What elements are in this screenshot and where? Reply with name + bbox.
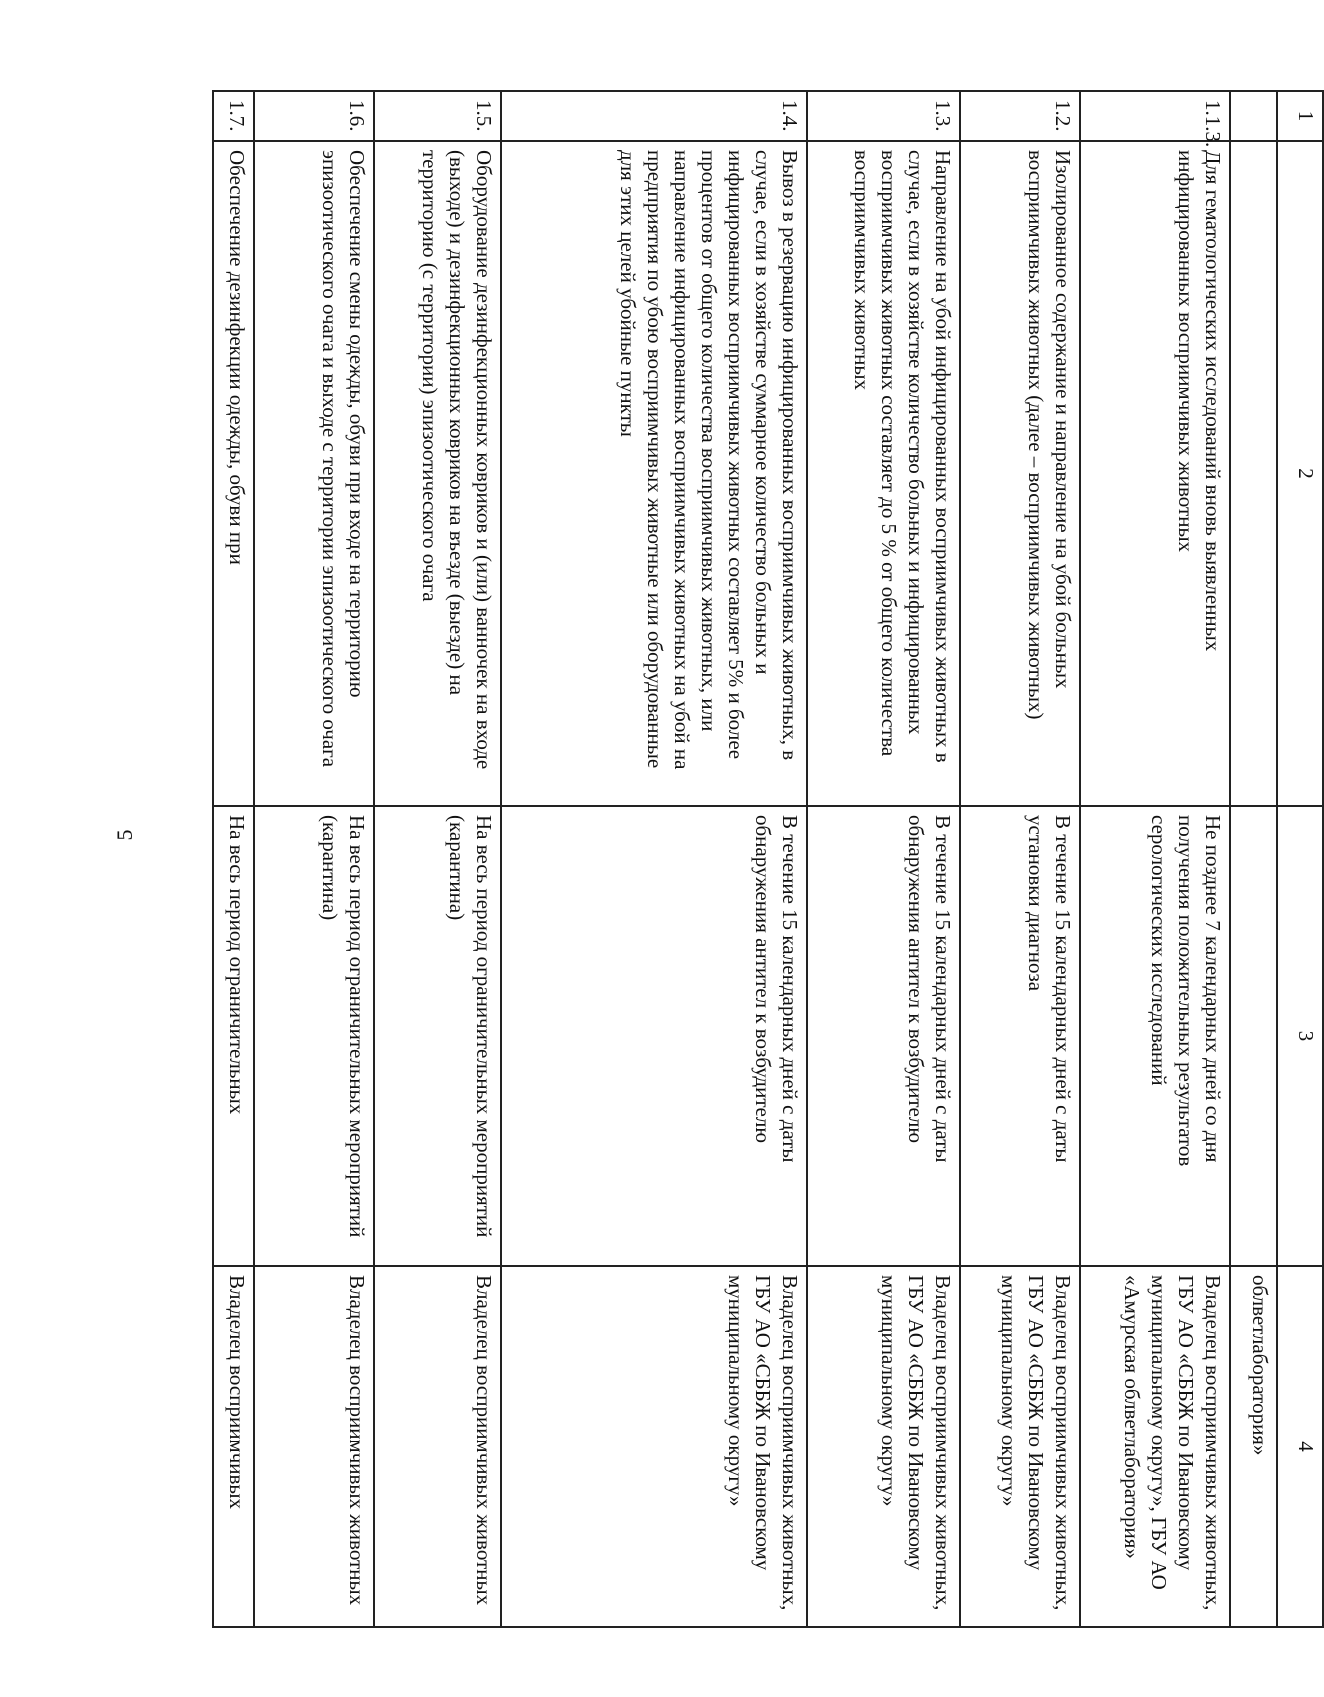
cell-measure: Обеспечение дезинфекции одежды, обуви при — [213, 141, 254, 806]
cell-measure: Обеспечение смены одежды, обуви при входе на территорию эпизоотического очага и выходе с территории эпизоотического очага — [254, 141, 374, 806]
cell-deadline: В течение 15 календарных дней с даты обнаружения антител к возбудителю — [501, 806, 807, 1266]
table-row — [374, 91, 501, 1627]
header-col-3: 3 — [1277, 806, 1323, 1266]
cell-deadline: На весь период ограничительных — [213, 806, 254, 1266]
cell-deadline: В течение 15 календарных дней с даты обнаружения антител к возбудителю — [807, 806, 960, 1266]
cell-number: 1.7. — [213, 91, 254, 141]
cell-responsible: облветлаборатория» — [1230, 1266, 1276, 1627]
cell-deadline: На весь период ограничительных мероприятий (карантина) — [254, 806, 374, 1266]
cell-responsible: Владелец восприимчивых животных — [374, 1266, 501, 1627]
cell-empty — [1230, 91, 1276, 141]
cell-deadline: Не позднее 7 календарных дней со дня получения положительных результатов серологических исследований — [1080, 806, 1230, 1266]
cell-measure: Оборудование дезинфекционных ковриков и (или) ванночек на входе (выходе) и дезинфекционных ковриков на въезде (выезде) на территорию (с территории) эпизоотического очага — [374, 141, 501, 806]
cell-empty — [1230, 806, 1276, 1266]
cell-number: 1.3. — [807, 91, 960, 141]
table-header-row — [1277, 91, 1323, 1627]
header-col-2: 2 — [1277, 141, 1323, 806]
cell-responsible: Владелец восприимчивых животных, ГБУ АО «СББЖ по Ивановскому муниципальному округу» — [960, 1266, 1080, 1627]
table-row — [254, 91, 374, 1627]
table-row — [960, 91, 1080, 1627]
cell-responsible: Владелец восприимчивых — [213, 1266, 254, 1627]
document-table — [212, 90, 1324, 1626]
cell-measure: Вывоз в резервацию инфицированных восприимчивых животных, в случае, если в хозяйстве суммарное количество больных и инфицированных восприимчивых животных составляет 5% и более процентов от общего количества восприимчивых животных, или направление инфицированных восприимчивых животных на убой на предприятия по убою восприимчивых животные или оборудованные для этих целей убойные пункты — [501, 141, 807, 806]
table-row — [807, 91, 960, 1627]
cell-measure: Изолированное содержание и направление на убой больных восприимчивых животных (далее – восприимчивых животных) — [960, 141, 1080, 806]
table-row — [213, 91, 254, 1627]
table-row — [501, 91, 807, 1627]
table-row — [1080, 91, 1230, 1627]
cell-number: 1.6. — [254, 91, 374, 141]
cell-number: 1.4. — [501, 91, 807, 141]
measures-table — [212, 90, 1324, 1628]
cell-number: 1.1.3. — [1080, 91, 1230, 141]
header-col-1: 1 — [1277, 91, 1323, 141]
cell-responsible: Владелец восприимчивых животных, ГБУ АО «СББЖ по Ивановскому муниципальному округу» — [501, 1266, 807, 1627]
cell-responsible: Владелец восприимчивых животных — [254, 1266, 374, 1627]
cell-measure: Для гематологических исследований вновь выявленных инфицированных восприимчивых животных — [1080, 141, 1230, 806]
continuation-row — [1230, 91, 1276, 1627]
header-col-4: 4 — [1277, 1266, 1323, 1627]
cell-number: 1.2. — [960, 91, 1080, 141]
cell-number: 1.5. — [374, 91, 501, 141]
cell-measure: Направление на убой инфицированных восприимчивых животных в случае, если в хозяйстве количество больных и инфицированных восприимчивых животных составляет до 5 % от общего количества восприимчивых животных — [807, 141, 960, 806]
cell-deadline: В течение 15 календарных дней с даты установки диагноза — [960, 806, 1080, 1266]
cell-deadline: На весь период ограничительных мероприятий (карантина) — [374, 806, 501, 1266]
cell-responsible: Владелец восприимчивых животных, ГБУ АО «СББЖ по Ивановскому муниципальному округу», ГБУ АО «Амурская облветлаборатория» — [1080, 1266, 1230, 1627]
cell-empty — [1230, 141, 1276, 806]
cell-responsible: Владелец восприимчивых животных, ГБУ АО «СББЖ по Ивановскому муниципальному округу» — [807, 1266, 960, 1627]
page-number: 5 — [112, 829, 137, 841]
